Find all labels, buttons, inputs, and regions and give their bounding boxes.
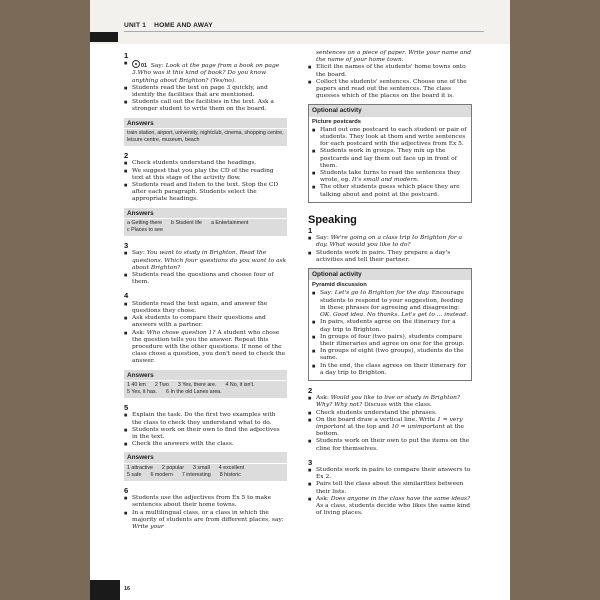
answers-box-2 [124, 208, 287, 237]
list-item: ■ Ask: Does anyone in the class have the same ideas? As a class, students decide who likes the same kind of living places. [308, 496, 472, 518]
header-tab-marker [90, 32, 118, 42]
list-item: ■ Check students understand the headings. [124, 160, 287, 167]
exercise-4-steps [124, 301, 287, 366]
list-item: ■ Students work in groups. They mix up the postcards and lay them out face up in front of them. [312, 148, 468, 170]
exercise-number-1: 1 [124, 51, 129, 60]
exercise-number-2: 2 [124, 151, 129, 161]
list-item: ■ Ask: Would you like to live or study in Brighton? Why? Why not? Discuss with the class. [308, 395, 472, 409]
continued-quote: sentences on a piece of paper. Write your name and the name of your home town. [316, 50, 471, 64]
exercise-2-steps [124, 160, 287, 203]
unit-heading [124, 22, 213, 29]
speaking-3-steps [308, 467, 472, 517]
answers-heading: Answers [124, 118, 287, 129]
list-item: ■ Collect the students' sentences. Choose one of the papers and read out the sentences. The class guesses which of the places on the board it is. [308, 79, 472, 101]
exercise-1-steps [124, 60, 287, 113]
list-item: ■ Elicit the names of the students' home towns onto the board. [308, 64, 472, 78]
optional-activity-heading: Optional activity [309, 269, 471, 280]
speaking-1-steps [308, 235, 472, 264]
list-item: ■ Students read and listen to the text. Stop the CD after each paragraph. Students select the appropriate headings. [124, 182, 287, 204]
answers-box-1 [124, 118, 287, 147]
optional-activity-subtitle: Picture postcards [312, 118, 361, 125]
list-item: ■ Students work in pairs. They prepare a day's activities and tell their partner. [308, 250, 472, 264]
list-item: ■ Students work on their own to find the adjectives in the text. [124, 427, 287, 441]
optional-activity-subtitle: Pyramid discussion [312, 282, 367, 289]
optional-activity-box-2 [308, 268, 472, 381]
answers-heading: Answers [124, 452, 287, 463]
list-item: ■ In the end, the class agrees on their itinerary for a day trip to Brighton. [312, 363, 468, 377]
header-rule [124, 31, 484, 32]
footer-tab-marker [90, 580, 120, 600]
answers-text: a Getting there b Student life a Entertainment c Places to see [127, 219, 249, 234]
exercise-number-5: 5 [124, 403, 129, 413]
list-item: ■ Students read the text on page 3 quickly, and identify the facilities that are mentioned. [124, 85, 287, 99]
exercise-number-6: 6 [124, 485, 129, 495]
section-heading-speaking: Speaking [308, 213, 357, 226]
cd-icon [132, 60, 140, 68]
optional-activity-steps [312, 127, 468, 199]
right-column [308, 50, 472, 517]
answers-text: 1 40 km 2 Two 3 Yes, there are. 4 No, it isn't. 5 Yes, it has. 6 In the old Lanes area. [127, 381, 255, 395]
textbook-page [90, 0, 510, 600]
list-item: ■ On the board draw a vertical line. Write 1 = very important at the top and 10 = unimportant at the bottom. [308, 417, 472, 439]
exercise-5-steps [124, 412, 287, 448]
unit-title: HOME AND AWAY [154, 22, 213, 29]
list-item: ■ Ask students to compare their questions and answers with a partner. [124, 315, 287, 329]
list-item: ■ In pairs, students agree on the itinerary for a day trip to Brighton. [312, 319, 468, 333]
list-item: ■ Hand out one postcard to each student or pair of students. They look at them and write sentences for each postcard with the adjectives from Ex 5. [312, 127, 468, 149]
exercise-6-steps [124, 495, 287, 531]
list-item: ■ Say: You want to study in Brighton. Read the questions. Which four questions do you want to ask about Brighton? [124, 250, 287, 272]
list-item: ■ Students work in pairs to compare their answers to Ex 2. [308, 467, 472, 481]
list-item: ■ In groups of four (two pairs), students compare their itineraries and agree on one for the group. [312, 334, 468, 348]
list-item: ■ The other students guess which place they are talking about and point at the postcard. [312, 184, 468, 198]
list-item: ■ Students work on their own to put the items on the cline for themselves. [308, 438, 472, 452]
list-item: ■ Say: Let's go to Brighton for the day. Encourage students to respond to your suggestion, feeding in these phrases for agreeing and disagreeing: OK. Good idea. No thanks. Let's get to ... instead. [312, 290, 468, 319]
list-item: ■ Check the answers with the class. [124, 441, 287, 448]
list-item: ■ 01 Say: Look at the page from a book on page 3.Who was it this kind of book? Do you know anything about Brighton? (Yes/no). [124, 60, 287, 85]
speaking-number-1: 1 [308, 226, 313, 236]
exercise-number-3: 3 [124, 241, 129, 251]
exercise-6-continued-steps [308, 64, 472, 100]
answers-heading: Answers [124, 370, 287, 381]
speaking-number-3: 3 [308, 457, 313, 467]
answers-text: train station, airport, university, nightclub, cinema, shopping centre, leisure centre, museum, beach [127, 129, 284, 144]
optional-activity-box-1 [308, 104, 472, 202]
left-column [124, 52, 287, 531]
speaking-2-steps [308, 395, 472, 453]
list-item: ■ Pairs tell the class about the similarities between their lists. [308, 481, 472, 495]
list-item: ■ Explain the task. Do the first two examples with the class to check they understand what to do. [124, 412, 287, 426]
list-item: ■ Say: We're going on a class trip to Brighton for a day. What would you like to do? [308, 235, 472, 249]
list-item: ■ In groups of eight (two groups), students do the same. [312, 348, 468, 362]
answers-box-3 [124, 370, 287, 399]
optional-activity-body [309, 117, 471, 202]
list-item: ■ Check students understand the phrases. [308, 410, 472, 417]
optional-activity-body [309, 280, 471, 380]
exercise-number-4: 4 [124, 291, 129, 301]
page-number: 16 [124, 586, 131, 592]
answers-text: 1 attractive 2 popular 3 small 4 excellent 5 safe 6 modern 7 interesting 8 historic [127, 464, 245, 478]
list-item: ■ We suggest that you play the CD of the reading text at this stage of the activity flow. [124, 168, 287, 182]
list-item: ■ Students take turns to read the sentences they wrote, eg. It's small and modern. [312, 170, 468, 184]
list-item: ■ Students read the text again, and answer the questions they chose. [124, 301, 287, 315]
list-item: ■ Students read the questions and choose four of them. [124, 272, 287, 286]
answers-heading: Answers [124, 208, 287, 219]
list-item: ■ Students call out the facilities in the text. Ask a stronger student to write them on the board. [124, 99, 287, 113]
answers-box-4 [124, 452, 287, 481]
list-item: ■ Students use the adjectives from Ex 5 to make sentences about their home towns. [124, 495, 287, 509]
exercise-3-steps [124, 250, 287, 286]
optional-activity-heading: Optional activity [309, 105, 471, 116]
unit-number: UNIT 1 [124, 22, 147, 29]
list-item: ■ In a multilingual class, or a class in which the majority of students are from different places, say: Write your [124, 510, 287, 532]
track-number: 01 [141, 63, 147, 70]
list-item: ■ Ask: Who chose question 1? A student who chose the question tells you the answer. Repeat this procedure with the other questions. If none of the class chose a question, you don't need to check the answer. [124, 330, 287, 366]
optional-activity-steps [312, 290, 468, 376]
speaking-number-2: 2 [308, 385, 313, 395]
